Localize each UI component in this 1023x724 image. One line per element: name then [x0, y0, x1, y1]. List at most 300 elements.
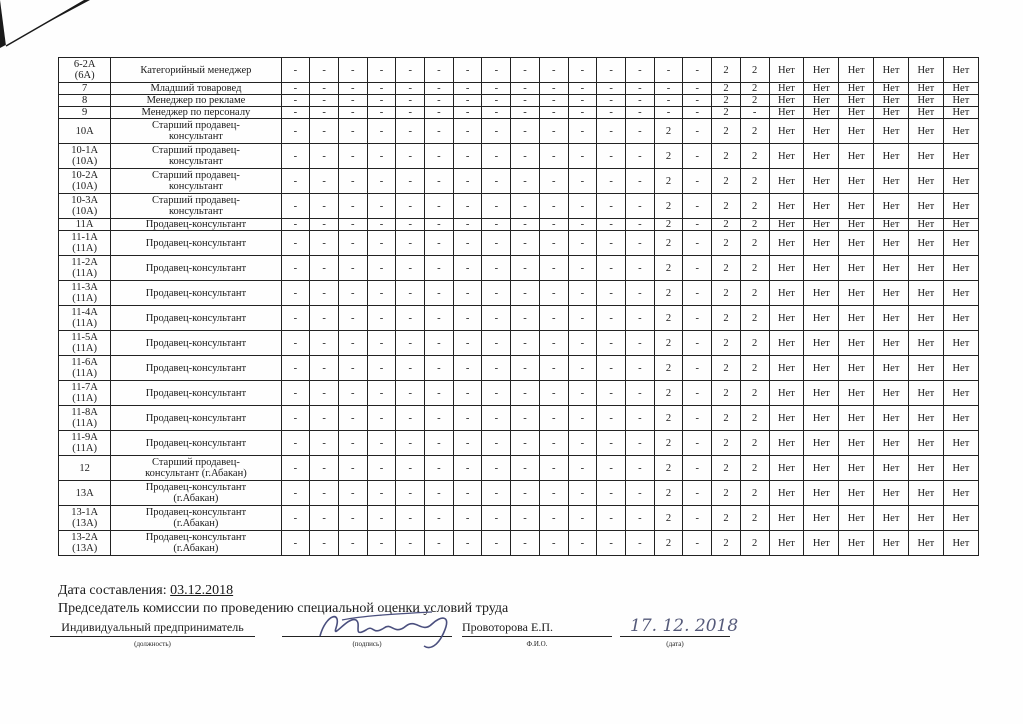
- value-cell: 2: [654, 406, 683, 431]
- value-cell: -: [425, 331, 454, 356]
- value-cell: -: [453, 169, 482, 194]
- value-cell: -: [338, 306, 367, 331]
- value-cell: -: [597, 83, 626, 95]
- workplace-number: 9: [59, 107, 111, 119]
- table-row: [59, 506, 979, 531]
- value-cell: -: [367, 169, 396, 194]
- value-cell: Нет: [943, 381, 978, 406]
- value-cell: 2: [712, 95, 741, 107]
- value-cell: Нет: [769, 481, 804, 506]
- value-cell: Нет: [804, 481, 839, 506]
- value-cell: -: [281, 281, 310, 306]
- value-cell: Нет: [769, 531, 804, 556]
- value-cell: 2: [712, 481, 741, 506]
- value-cell: -: [396, 281, 425, 306]
- value-cell: -: [425, 406, 454, 431]
- value-cell: -: [597, 194, 626, 219]
- value-cell: -: [568, 406, 597, 431]
- table-row: [59, 58, 979, 83]
- value-cell: -: [281, 194, 310, 219]
- value-cell: -: [539, 306, 568, 331]
- value-cell: 2: [740, 431, 769, 456]
- value-cell: Нет: [908, 281, 943, 306]
- signature-block: [50, 616, 750, 660]
- value-cell: -: [597, 219, 626, 231]
- value-cell: -: [367, 481, 396, 506]
- date-caption: (дата): [666, 640, 684, 648]
- value-cell: Нет: [839, 119, 874, 144]
- value-cell: -: [367, 231, 396, 256]
- value-cell: Нет: [769, 331, 804, 356]
- value-cell: -: [625, 119, 654, 144]
- value-cell: -: [539, 95, 568, 107]
- workplace-number: 11-6А (11А): [59, 356, 111, 381]
- value-cell: 2: [712, 256, 741, 281]
- value-cell: Нет: [874, 231, 909, 256]
- value-cell: 2: [712, 281, 741, 306]
- value-cell: -: [425, 194, 454, 219]
- value-cell: -: [425, 431, 454, 456]
- value-cell: -: [597, 356, 626, 381]
- value-cell: -: [568, 281, 597, 306]
- value-cell: Нет: [839, 431, 874, 456]
- value-cell: -: [511, 431, 540, 456]
- value-cell: -: [425, 119, 454, 144]
- table-row: [59, 356, 979, 381]
- value-cell: Нет: [908, 169, 943, 194]
- value-cell: -: [482, 281, 511, 306]
- value-cell: -: [625, 306, 654, 331]
- value-cell: Нет: [804, 306, 839, 331]
- value-cell: 2: [712, 58, 741, 83]
- value-cell: Нет: [874, 356, 909, 381]
- value-cell: 2: [654, 144, 683, 169]
- value-cell: -: [568, 331, 597, 356]
- value-cell: -: [453, 531, 482, 556]
- workplace-number: 11-7А (11А): [59, 381, 111, 406]
- value-cell: -: [539, 83, 568, 95]
- table-row: [59, 456, 979, 481]
- value-cell: Нет: [804, 356, 839, 381]
- value-cell: -: [539, 144, 568, 169]
- value-cell: -: [511, 281, 540, 306]
- position-name: Продавец-консультант: [111, 231, 281, 256]
- value-cell: Нет: [943, 331, 978, 356]
- value-cell: Нет: [804, 406, 839, 431]
- value-cell: -: [338, 256, 367, 281]
- value-cell: -: [539, 406, 568, 431]
- value-cell: Нет: [908, 306, 943, 331]
- value-cell: -: [310, 356, 339, 381]
- value-cell: -: [396, 58, 425, 83]
- value-cell: -: [683, 119, 712, 144]
- value-cell: Нет: [804, 381, 839, 406]
- value-cell: -: [568, 456, 597, 481]
- value-cell: Нет: [908, 456, 943, 481]
- value-cell: -: [281, 95, 310, 107]
- value-cell: -: [338, 506, 367, 531]
- value-cell: -: [482, 144, 511, 169]
- value-cell: -: [568, 506, 597, 531]
- value-cell: Нет: [804, 506, 839, 531]
- value-cell: 2: [712, 331, 741, 356]
- position-name: Продавец-консультант (г.Абакан): [111, 531, 281, 556]
- value-cell: -: [425, 306, 454, 331]
- value-cell: -: [683, 144, 712, 169]
- value-cell: -: [482, 119, 511, 144]
- value-cell: -: [310, 119, 339, 144]
- value-cell: Нет: [839, 531, 874, 556]
- value-cell: Нет: [874, 481, 909, 506]
- value-cell: -: [310, 83, 339, 95]
- value-cell: -: [396, 406, 425, 431]
- value-cell: -: [396, 531, 425, 556]
- value-cell: -: [683, 381, 712, 406]
- value-cell: -: [539, 531, 568, 556]
- value-cell: -: [453, 306, 482, 331]
- value-cell: 2: [740, 456, 769, 481]
- value-cell: -: [310, 281, 339, 306]
- value-cell: Нет: [874, 95, 909, 107]
- value-cell: -: [683, 95, 712, 107]
- value-cell: Нет: [908, 107, 943, 119]
- value-cell: -: [453, 219, 482, 231]
- table-row: [59, 83, 979, 95]
- value-cell: -: [625, 58, 654, 83]
- workplace-number: 8: [59, 95, 111, 107]
- value-cell: -: [482, 194, 511, 219]
- value-cell: -: [597, 381, 626, 406]
- value-cell: -: [683, 219, 712, 231]
- value-cell: -: [482, 107, 511, 119]
- value-cell: Нет: [943, 119, 978, 144]
- value-cell: Нет: [874, 256, 909, 281]
- value-cell: -: [539, 381, 568, 406]
- table-row: [59, 169, 979, 194]
- value-cell: -: [568, 531, 597, 556]
- workplace-number: 10-1А (10А): [59, 144, 111, 169]
- value-cell: -: [396, 144, 425, 169]
- value-cell: -: [425, 356, 454, 381]
- date-label: Дата составления:: [58, 583, 167, 598]
- value-cell: -: [511, 194, 540, 219]
- value-cell: -: [310, 95, 339, 107]
- value-cell: -: [281, 531, 310, 556]
- value-cell: -: [281, 107, 310, 119]
- value-cell: Нет: [769, 169, 804, 194]
- table-body: [59, 58, 979, 556]
- value-cell: Нет: [943, 144, 978, 169]
- value-cell: Нет: [769, 256, 804, 281]
- workplace-number: 12: [59, 456, 111, 481]
- value-cell: -: [539, 281, 568, 306]
- value-cell: -: [425, 231, 454, 256]
- value-cell: -: [453, 281, 482, 306]
- value-cell: -: [310, 306, 339, 331]
- value-cell: Нет: [943, 107, 978, 119]
- workplace-number: 7: [59, 83, 111, 95]
- value-cell: Нет: [908, 95, 943, 107]
- position-name: Категорийный менеджер: [111, 58, 281, 83]
- value-cell: -: [511, 306, 540, 331]
- value-cell: 2: [712, 431, 741, 456]
- value-cell: Нет: [804, 144, 839, 169]
- value-cell: -: [625, 219, 654, 231]
- value-cell: Нет: [769, 381, 804, 406]
- workplace-number: 11-4А (11А): [59, 306, 111, 331]
- value-cell: -: [511, 119, 540, 144]
- value-cell: -: [338, 58, 367, 83]
- value-cell: -: [425, 219, 454, 231]
- value-cell: -: [310, 256, 339, 281]
- value-cell: -: [310, 456, 339, 481]
- value-cell: -: [482, 219, 511, 231]
- value-cell: -: [511, 381, 540, 406]
- value-cell: -: [597, 481, 626, 506]
- value-cell: -: [453, 356, 482, 381]
- value-cell: Нет: [804, 456, 839, 481]
- value-cell: Нет: [943, 231, 978, 256]
- value-cell: -: [310, 531, 339, 556]
- value-cell: -: [453, 481, 482, 506]
- workplace-number: 13А: [59, 481, 111, 506]
- workplace-number: 13-1А (13А): [59, 506, 111, 531]
- value-cell: -: [338, 144, 367, 169]
- value-cell: -: [281, 481, 310, 506]
- value-cell: 2: [740, 144, 769, 169]
- value-cell: Нет: [769, 144, 804, 169]
- value-cell: -: [338, 95, 367, 107]
- value-cell: Нет: [874, 531, 909, 556]
- position-name: Продавец-консультант: [111, 356, 281, 381]
- value-cell: -: [338, 119, 367, 144]
- value-cell: -: [453, 381, 482, 406]
- value-cell: -: [281, 456, 310, 481]
- value-cell: -: [453, 406, 482, 431]
- value-cell: -: [683, 456, 712, 481]
- value-cell: 2: [654, 306, 683, 331]
- value-cell: -: [568, 431, 597, 456]
- value-cell: -: [281, 306, 310, 331]
- value-cell: Нет: [804, 219, 839, 231]
- value-cell: -: [683, 431, 712, 456]
- value-cell: -: [539, 481, 568, 506]
- value-cell: -: [597, 256, 626, 281]
- value-cell: Нет: [839, 356, 874, 381]
- value-cell: -: [310, 194, 339, 219]
- table-row: [59, 331, 979, 356]
- value-cell: -: [625, 506, 654, 531]
- value-cell: Нет: [804, 119, 839, 144]
- value-cell: -: [597, 58, 626, 83]
- value-cell: -: [367, 331, 396, 356]
- value-cell: -: [625, 83, 654, 95]
- value-cell: -: [511, 456, 540, 481]
- value-cell: -: [453, 194, 482, 219]
- value-cell: Нет: [804, 58, 839, 83]
- value-cell: 2: [740, 219, 769, 231]
- value-cell: Нет: [769, 219, 804, 231]
- value-cell: -: [367, 256, 396, 281]
- value-cell: Нет: [908, 356, 943, 381]
- value-cell: -: [396, 95, 425, 107]
- value-cell: -: [511, 169, 540, 194]
- workplace-number: 11-1А (11А): [59, 231, 111, 256]
- table-row: [59, 119, 979, 144]
- value-cell: -: [453, 256, 482, 281]
- value-cell: 2: [712, 107, 741, 119]
- value-cell: -: [511, 531, 540, 556]
- table-row: [59, 306, 979, 331]
- commission-chair-title: Председатель комиссии по проведению специальной оценки условий труда: [58, 601, 509, 616]
- value-cell: Нет: [769, 406, 804, 431]
- value-cell: 2: [712, 119, 741, 144]
- value-cell: Нет: [839, 506, 874, 531]
- value-cell: -: [683, 281, 712, 306]
- value-cell: Нет: [839, 194, 874, 219]
- table-row: [59, 219, 979, 231]
- value-cell: 2: [740, 306, 769, 331]
- value-cell: Нет: [908, 144, 943, 169]
- value-cell: -: [396, 119, 425, 144]
- workplace-number: 10А: [59, 119, 111, 144]
- value-cell: Нет: [839, 144, 874, 169]
- value-cell: -: [367, 119, 396, 144]
- position-name: Продавец-консультант: [111, 219, 281, 231]
- value-cell: -: [597, 281, 626, 306]
- table-row: [59, 406, 979, 431]
- value-cell: Нет: [943, 83, 978, 95]
- value-cell: Нет: [839, 481, 874, 506]
- value-cell: Нет: [839, 83, 874, 95]
- value-cell: 2: [712, 306, 741, 331]
- value-cell: -: [367, 381, 396, 406]
- value-cell: -: [597, 231, 626, 256]
- position-name: Продавец-консультант (г.Абакан): [111, 481, 281, 506]
- value-cell: 2: [740, 95, 769, 107]
- value-cell: Нет: [839, 306, 874, 331]
- value-cell: Нет: [874, 144, 909, 169]
- position-value: Индивидуальный предприниматель: [61, 620, 244, 634]
- value-cell: -: [683, 58, 712, 83]
- value-cell: -: [367, 58, 396, 83]
- value-cell: 2: [740, 331, 769, 356]
- value-cell: -: [597, 119, 626, 144]
- value-cell: -: [625, 481, 654, 506]
- value-cell: -: [310, 219, 339, 231]
- value-cell: Нет: [874, 306, 909, 331]
- position-name: Менеджер по персоналу: [111, 107, 281, 119]
- value-cell: Нет: [769, 107, 804, 119]
- value-cell: Нет: [839, 219, 874, 231]
- value-cell: Нет: [769, 356, 804, 381]
- value-cell: -: [625, 356, 654, 381]
- value-cell: -: [310, 58, 339, 83]
- workplace-number: 11-2А (11А): [59, 256, 111, 281]
- value-cell: Нет: [874, 431, 909, 456]
- position-name: Менеджер по рекламе: [111, 95, 281, 107]
- value-cell: -: [396, 356, 425, 381]
- value-cell: 2: [654, 456, 683, 481]
- value-cell: 2: [740, 481, 769, 506]
- value-cell: Нет: [804, 95, 839, 107]
- value-cell: 2: [712, 406, 741, 431]
- value-cell: -: [511, 406, 540, 431]
- value-cell: -: [539, 169, 568, 194]
- value-cell: Нет: [874, 169, 909, 194]
- position-name: Старший продавец- консультант: [111, 169, 281, 194]
- value-cell: -: [338, 169, 367, 194]
- value-cell: Нет: [908, 481, 943, 506]
- value-cell: -: [396, 381, 425, 406]
- value-cell: -: [425, 169, 454, 194]
- value-cell: -: [453, 107, 482, 119]
- table-row: [59, 381, 979, 406]
- value-cell: -: [425, 83, 454, 95]
- value-cell: Нет: [943, 219, 978, 231]
- value-cell: 2: [654, 231, 683, 256]
- position-name: Продавец-консультант: [111, 256, 281, 281]
- value-cell: -: [338, 281, 367, 306]
- value-cell: -: [396, 306, 425, 331]
- value-cell: -: [482, 95, 511, 107]
- value-cell: Нет: [908, 406, 943, 431]
- value-cell: -: [425, 381, 454, 406]
- value-cell: -: [482, 531, 511, 556]
- value-cell: Нет: [874, 119, 909, 144]
- value-cell: -: [425, 95, 454, 107]
- value-cell: -: [597, 431, 626, 456]
- value-cell: 2: [712, 169, 741, 194]
- value-cell: -: [281, 231, 310, 256]
- value-cell: -: [625, 281, 654, 306]
- value-cell: -: [281, 58, 310, 83]
- value-cell: -: [425, 281, 454, 306]
- value-cell: -: [654, 58, 683, 83]
- value-cell: -: [281, 256, 310, 281]
- value-cell: -: [539, 356, 568, 381]
- position-name: Продавец-консультант: [111, 306, 281, 331]
- value-cell: Нет: [769, 506, 804, 531]
- value-cell: -: [310, 506, 339, 531]
- value-cell: Нет: [874, 456, 909, 481]
- value-cell: Нет: [839, 281, 874, 306]
- value-cell: Нет: [839, 95, 874, 107]
- value-cell: Нет: [804, 531, 839, 556]
- value-cell: -: [367, 456, 396, 481]
- value-cell: Нет: [839, 381, 874, 406]
- value-cell: Нет: [943, 169, 978, 194]
- value-cell: -: [367, 281, 396, 306]
- value-cell: -: [482, 331, 511, 356]
- value-cell: -: [396, 431, 425, 456]
- table-row: [59, 144, 979, 169]
- value-cell: Нет: [943, 356, 978, 381]
- value-cell: -: [482, 431, 511, 456]
- value-cell: 2: [654, 169, 683, 194]
- table-row: [59, 231, 979, 256]
- value-cell: Нет: [804, 107, 839, 119]
- value-cell: Нет: [943, 95, 978, 107]
- value-cell: -: [511, 231, 540, 256]
- value-cell: Нет: [769, 58, 804, 83]
- value-cell: Нет: [769, 431, 804, 456]
- value-cell: -: [482, 83, 511, 95]
- value-cell: -: [338, 331, 367, 356]
- value-cell: -: [654, 83, 683, 95]
- value-cell: -: [338, 356, 367, 381]
- value-cell: -: [511, 144, 540, 169]
